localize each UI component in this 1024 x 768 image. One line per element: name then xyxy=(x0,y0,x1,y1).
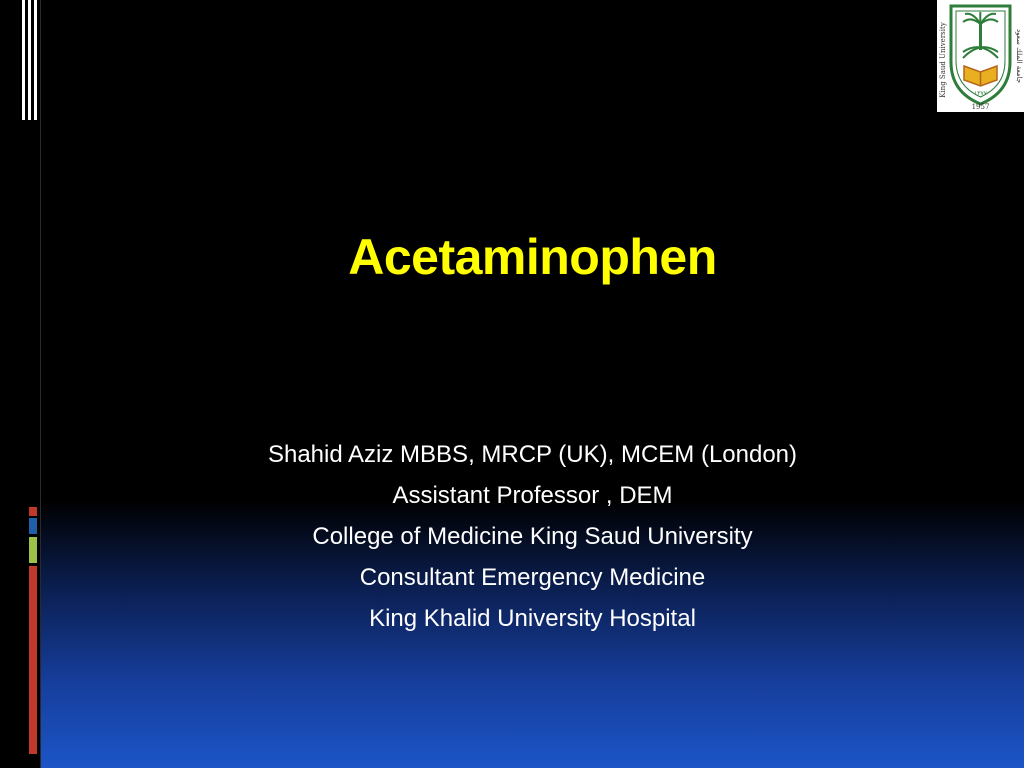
blue-accent-bar xyxy=(29,518,37,534)
red-accent-bar xyxy=(29,566,37,754)
red-accent-square xyxy=(29,507,37,516)
svg-text:1957: 1957 xyxy=(971,103,990,111)
left-edge-line xyxy=(40,0,41,768)
white-deco-line xyxy=(22,0,25,120)
svg-text:جامعة الملك سعود: جامعة الملك سعود xyxy=(1015,28,1023,84)
slide-title: Acetaminophen xyxy=(348,229,717,285)
svg-text:King Saud University: King Saud University xyxy=(939,22,947,98)
white-deco-line xyxy=(28,0,31,120)
university-seal-icon xyxy=(937,0,1024,112)
specialty-line: Consultant Emergency Medicine xyxy=(359,564,706,591)
green-accent-bar xyxy=(29,537,37,563)
college-line: College of Medicine King Saud University xyxy=(312,523,753,550)
university-logo xyxy=(937,0,1024,112)
hospital-line: King Khalid University Hospital xyxy=(369,605,696,632)
svg-text:١٣٧٧: ١٣٧٧ xyxy=(974,90,987,97)
position-line: Assistant Professor , DEM xyxy=(392,482,673,509)
subtitle-block xyxy=(41,434,1024,639)
white-deco-line xyxy=(34,0,37,120)
author-name-line: Shahid Aziz MBBS, MRCP (UK), MCEM (London) xyxy=(267,441,798,468)
